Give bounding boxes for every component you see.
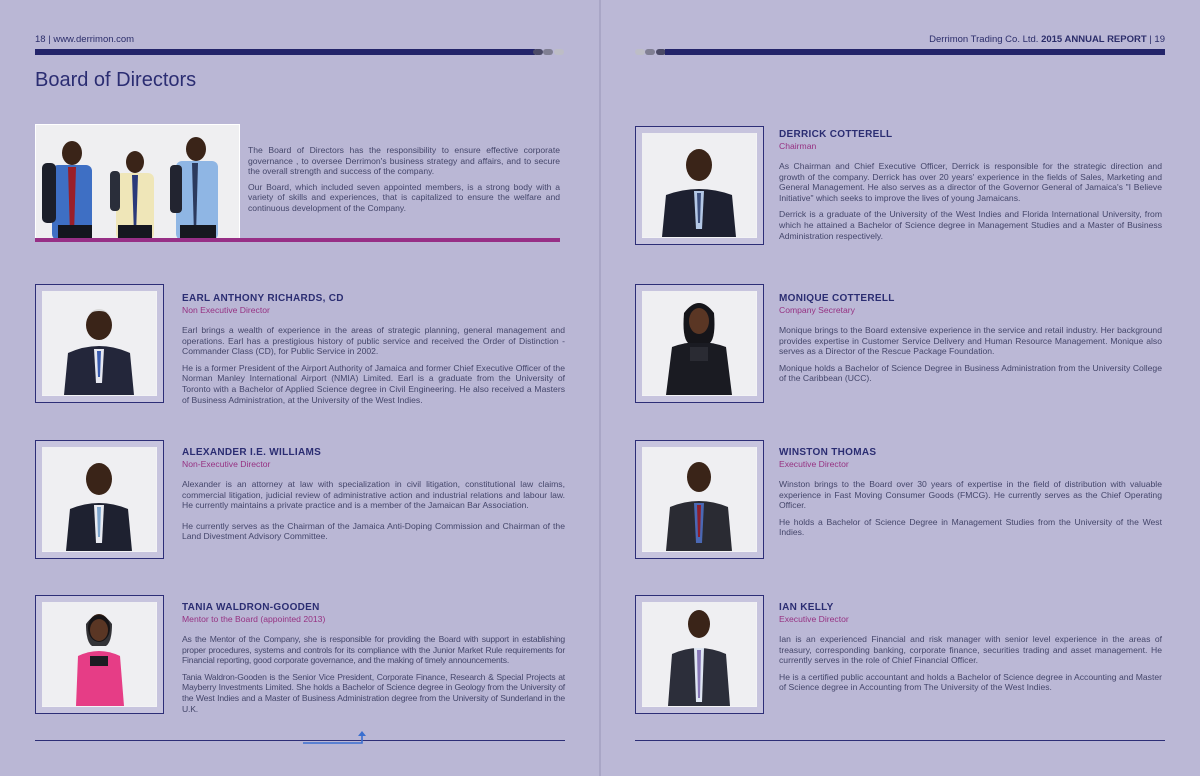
- footer-rule: [35, 740, 565, 741]
- director-role: Chairman: [779, 141, 817, 151]
- director-bio: [779, 602, 1162, 699]
- director-role: Company Secretary: [779, 305, 855, 315]
- bio-paragraph: As Chairman and Chief Executive Officer, Derrick is responsible for the strategic direction and growth of the company. Derrick has over 20 years' experience in the fields of Sales, Marketing and General Management. He also serves as a director of the Governor General of Jamaica's "I Believe Initiative" which seeks to improve the lives of young Jamaicans.: [779, 161, 1162, 203]
- director-name: EARL ANTHONY RICHARDS, CD: [182, 293, 344, 304]
- intro-paragraph: Our Board, which included seven appointed members, is a strong body with a variety of skills and experiences, that is capitalized to ensure the welfare and continuous development of the Company.: [248, 181, 560, 213]
- director-portrait: [42, 291, 157, 396]
- bio-paragraph: He currently serves as the Chairman of the Jamaica Anti-Doping Commission and Chairman of the Land Divestment Advisory Committee.: [182, 520, 565, 542]
- bio-paragraph: Derrick is a graduate of the University of the West Indies and Florida International University, from which he attained a Bachelor of Science degree in Management Studies and a Master of Business Administration respectively.: [779, 209, 1162, 241]
- director-role: Executive Director: [779, 459, 849, 469]
- director-photo-frame: [35, 595, 164, 714]
- page-number: 19: [1154, 34, 1165, 45]
- bio-paragraph: Winston brings to the Board over 30 years of expertise in the field of distribution with valuable experience in Fast Moving Consumer Goods (FMCG). He currently serves as the Chief Operating Officer.: [779, 479, 1162, 511]
- director-portrait: [642, 602, 757, 707]
- director-photo-frame: [35, 284, 164, 403]
- director-photo-frame: [635, 126, 764, 245]
- website-link[interactable]: www.derrimon.com: [53, 34, 135, 45]
- director-role: Non Executive Director: [182, 305, 270, 315]
- page-turn-arrow-icon: [302, 731, 368, 745]
- director-portrait: [42, 602, 157, 707]
- intro-accent-rule: [35, 238, 560, 242]
- director-portrait: [642, 447, 757, 552]
- header-separator: |: [48, 34, 51, 45]
- bio-paragraph: Monique brings to the Board extensive experience in the service and retail industry. Her background provides expertise in Customer Service Delivery and Human Resource Management. Monique also serves as a Director of the Rescue Package Foundation.: [779, 325, 1162, 357]
- board-intro: [248, 145, 560, 219]
- header-dot: [554, 49, 564, 55]
- director-bio: [182, 447, 565, 548]
- intro-paragraph: The Board of Directors has the responsibility to ensure effective corporate governance , to oversee Derrimon's business strategy and affairs, and to secure the overall strength and success of the company.: [248, 145, 560, 177]
- director-role: Non-Executive Director: [182, 459, 271, 469]
- report-title: 2015 ANNUAL REPORT: [1041, 34, 1147, 45]
- director-photo-frame: [35, 440, 164, 559]
- director-name: MONIQUE COTTERELL: [779, 293, 895, 304]
- bio-paragraph: He holds a Bachelor of Science Degree in Management Studies from the University of the West Indies.: [779, 516, 1162, 538]
- director-name: IAN KELLY: [779, 602, 834, 613]
- bio-paragraph: Tania Waldron-Gooden is the Senior Vice President, Corporate Finance, Research & Special Projects at Mayberry Investments Limited. She holds a Bachelor of Science degree in Geology from the University of the West Indies and a Master of Business Administration degree from the University of Sunderland in the U.K.: [182, 671, 565, 714]
- director-bio: [779, 447, 1162, 544]
- director-name: TANIA WALDRON-GOODEN: [182, 602, 320, 613]
- footer-rule: [635, 740, 1165, 741]
- director-photo-frame: [635, 284, 764, 403]
- bio-paragraph: Earl brings a wealth of experience in the areas of strategic planning, general management and operations. Earl has a prestigious history of public service and received the Order of Distinction - Commander Class (CD), for Public Service in 2002.: [182, 325, 565, 357]
- header-rule: [35, 49, 535, 55]
- right-page: [601, 0, 1200, 776]
- page-number: 18: [35, 34, 46, 45]
- director-bio: [182, 293, 565, 411]
- director-portrait: [42, 447, 157, 552]
- page-title: Board of Directors: [35, 69, 197, 91]
- header-dot: [635, 49, 645, 55]
- right-page-header: [929, 34, 1165, 45]
- header-dot: [533, 49, 543, 55]
- director-name: ALEXANDER I.E. WILLIAMS: [182, 447, 322, 458]
- director-role: Executive Director: [779, 614, 849, 624]
- bio-paragraph: Ian is an experienced Financial and risk manager with senior level experience in the areas of treasury, corresponding banking, corporate finance, securities trading and asset management. He currently serves in the role of Chief Financial Officer.: [779, 634, 1162, 666]
- director-name: DERRICK COTTERELL: [779, 129, 893, 140]
- director-bio: [779, 129, 1162, 247]
- header-separator: |: [1149, 34, 1152, 45]
- left-page: [0, 0, 599, 776]
- bio-paragraph: He is a former President of the Airport Authority of Jamaica and former Chief Executive Officer of the Norman Manley International Airport (NMIA) Limited. Earl is a graduate from the University of Toronto with a Bachelor of Applied Science degree in Civil Engineering. He also received a Masters of Business Administration, at the University of the West Indies.: [182, 362, 565, 405]
- director-name: WINSTON THOMAS: [779, 447, 877, 458]
- director-role: Mentor to the Board (appointed 2013): [182, 614, 326, 624]
- director-bio: [182, 602, 565, 720]
- director-portrait: [642, 133, 757, 238]
- bio-paragraph: As the Mentor of the Company, she is responsible for providing the Board with support in establishing proper procedures, systems and controls for its compliance with the Junior Market Rule requirements for Financial reporting, good corporate governance, and the making of timely announcements.: [182, 634, 565, 666]
- bio-paragraph: Monique holds a Bachelor of Science Degree in Business Administration from the University College of the Caribbean (UCC).: [779, 362, 1162, 384]
- director-bio: [779, 293, 1162, 390]
- company-name: Derrimon Trading Co. Ltd.: [929, 34, 1039, 45]
- header-dot: [543, 49, 553, 55]
- director-photo-frame: [635, 595, 764, 714]
- bio-paragraph: Alexander is an attorney at law with specialization in civil litigation, constitutional law claims, commercial litigation, judicial review of administrative action and industrial relations and labour law. He currently maintains a private practice and is a member of the Jamaican Bar Association.: [182, 479, 565, 511]
- board-group-photo: [35, 124, 240, 239]
- director-photo-frame: [635, 440, 764, 559]
- header-dot: [645, 49, 655, 55]
- director-portrait: [642, 291, 757, 396]
- bio-paragraph: He is a certified public accountant and holds a Bachelor of Science degree in Accounting and Master of Science degree in Accounting from The University of the West Indies.: [779, 671, 1162, 693]
- left-page-header: [35, 34, 134, 45]
- header-rule: [665, 49, 1165, 55]
